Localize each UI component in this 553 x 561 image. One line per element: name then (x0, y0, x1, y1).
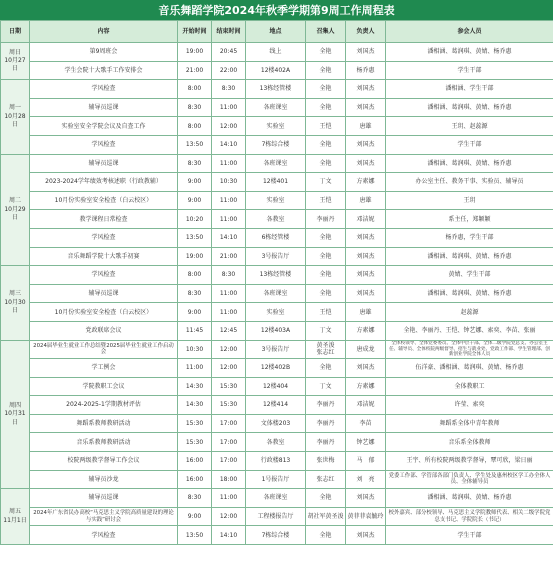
end-time: 17:00 (212, 452, 246, 471)
day-label: 周二 10月29日 (1, 154, 30, 266)
event-title: 2024-2025-1学期教材评估 (30, 396, 178, 415)
owner: 唐雄 (346, 303, 386, 322)
col-header: 召集人 (306, 21, 346, 43)
start-time: 15:30 (178, 414, 212, 433)
location: 各班课室 (246, 154, 306, 173)
convener: 李丽丹 (306, 396, 346, 415)
table-row (1, 377, 553, 396)
owner: 邓洁妮 (346, 210, 386, 229)
location: 12楼403A (246, 321, 306, 340)
start-time: 8:00 (178, 117, 212, 136)
end-time: 8:30 (212, 80, 246, 99)
convener: 黄圣浚 张志红 (306, 340, 346, 359)
location: 各班课室 (246, 98, 306, 117)
day-label: 周三 10月30日 (1, 266, 30, 340)
table-row (1, 210, 553, 229)
start-time: 9:00 (178, 191, 212, 210)
owner: 刘国杰 (346, 284, 386, 303)
convener: 全艳 (306, 98, 346, 117)
event-title: 10月份实验室安全检查（白云校区） (30, 303, 178, 322)
location: 各班课室 (246, 284, 306, 303)
owner: 黄菲菲袁毓玲 (346, 507, 386, 526)
owner: 刘 亮 (346, 470, 386, 489)
location: 线上 (246, 43, 306, 62)
header-row (1, 21, 553, 43)
event-title: 教学课程日常检查 (30, 210, 178, 229)
location: 3号报告厅 (246, 247, 306, 266)
convener: 丁文 (306, 377, 346, 396)
table-row (1, 284, 553, 303)
event-title: 学生会院十大歌手工作安排会 (30, 61, 178, 80)
start-time: 9:00 (178, 507, 212, 526)
start-time: 8:00 (178, 80, 212, 99)
owner: 刘国杰 (346, 135, 386, 154)
start-time: 8:30 (178, 284, 212, 303)
convener: 胡社军黄圣浚 (306, 507, 346, 526)
start-time: 9:00 (178, 173, 212, 192)
location: 7栋综合楼 (246, 526, 306, 545)
start-time: 19:00 (178, 247, 212, 266)
table-row (1, 414, 553, 433)
location: 1号报告厅 (246, 470, 306, 489)
location: 行政楼813 (246, 452, 306, 471)
start-time: 13:50 (178, 135, 212, 154)
owner: 刘国杰 (346, 247, 386, 266)
attendees: 王玥 (386, 191, 553, 210)
end-time: 14:10 (212, 526, 246, 545)
location: 13栋经管楼 (246, 80, 306, 99)
convener: 李丽丹 (306, 414, 346, 433)
table-row (1, 433, 553, 452)
event-title: 2024届毕业生就业工作总结暨2025届毕业生就业工作启动会 (30, 340, 178, 359)
end-time: 11:00 (212, 154, 246, 173)
location: 13栋经管楼 (246, 266, 306, 285)
start-time: 13:50 (178, 228, 212, 247)
attendees: 办公室主任、教务干事、实验员、辅导员 (386, 173, 553, 192)
convener: 全艳 (306, 61, 346, 80)
attendees: 潘相涵、葛润琪、黄婧、杨乔惠 (386, 284, 553, 303)
event-title: 第9周班会 (30, 43, 178, 62)
attendees: 潘相涵、葛润琪、黄婧、杨乔惠 (386, 98, 553, 117)
start-time: 8:30 (178, 489, 212, 508)
attendees: 党委工作部、学管部各部门负责人、学生处及惠州校区学工办全体人员、全体辅导员 (386, 470, 553, 489)
location: 12楼404 (246, 377, 306, 396)
table-row (1, 228, 553, 247)
end-time: 21:00 (212, 247, 246, 266)
table-row (1, 452, 553, 471)
day-label: 周一 10月28日 (1, 80, 30, 154)
owner: 李苗 (346, 414, 386, 433)
start-time: 15:30 (178, 433, 212, 452)
convener: 张志红 (306, 470, 346, 489)
owner: 钟艺娜 (346, 433, 386, 452)
page-title: 音乐舞蹈学院2024年秋季学期第9周工作周程表 (0, 0, 553, 20)
start-time: 9:00 (178, 303, 212, 322)
attendees: 音乐系全体教师 (386, 433, 553, 452)
start-time: 19:00 (178, 43, 212, 62)
col-header: 开始时间 (178, 21, 212, 43)
convener: 全艳 (306, 359, 346, 378)
owner: 刘国杰 (346, 80, 386, 99)
end-time: 12:00 (212, 340, 246, 359)
owner: 刘国杰 (346, 526, 386, 545)
location: 各班课室 (246, 489, 306, 508)
end-time: 8:30 (212, 266, 246, 285)
owner: 刘国杰 (346, 489, 386, 508)
location: 6栋经管楼 (246, 228, 306, 247)
start-time: 10:20 (178, 210, 212, 229)
convener: 全艳 (306, 489, 346, 508)
table-row (1, 43, 553, 62)
table-row (1, 470, 553, 489)
event-title: 音乐舞蹈学院十大歌手初赛 (30, 247, 178, 266)
owner: 唐雄 (346, 117, 386, 136)
col-header: 内容 (30, 21, 178, 43)
table-row (1, 507, 553, 526)
event-title: 学工例会 (30, 359, 178, 378)
event-title: 辅导员巡课 (30, 489, 178, 508)
owner: 唐雄 (346, 191, 386, 210)
owner: 马 郁 (346, 452, 386, 471)
col-header: 负责人 (346, 21, 386, 43)
day-label: 周四 10月31日 (1, 340, 30, 489)
attendees: 全体校领导、全体党委委员、全体中层干部、全体二级学院党总支、办公室主任、辅导员、全体校院两级督导、招生与就业处、党政工作部、学生管理部、创新创业学院全体人员 (386, 340, 553, 359)
table-row (1, 61, 553, 80)
end-time: 12:00 (212, 507, 246, 526)
convener: 全艳 (306, 228, 346, 247)
day-label: 周五 11月1日 (1, 489, 30, 545)
day-label: 周日 10月27日 (1, 43, 30, 80)
start-time: 11:45 (178, 321, 212, 340)
table-row (1, 303, 553, 322)
end-time: 11:00 (212, 489, 246, 508)
start-time: 14:30 (178, 377, 212, 396)
owner: 刘国杰 (346, 43, 386, 62)
event-title: 2023-2024学年绩效考核述职（行政教辅） (30, 173, 178, 192)
table-row (1, 247, 553, 266)
convener: 全艳 (306, 43, 346, 62)
start-time: 8:30 (178, 98, 212, 117)
location: 12楼401 (246, 173, 306, 192)
event-title: 学风检查 (30, 80, 178, 99)
end-time: 15:30 (212, 377, 246, 396)
owner: 邓洁妮 (346, 396, 386, 415)
table-row (1, 321, 553, 340)
attendees: 潘相涵、葛润琪、黄婧、杨乔惠 (386, 43, 553, 62)
end-time: 14:10 (212, 135, 246, 154)
event-title: 实验室安全学院会议及自查工作 (30, 117, 178, 136)
location: 7栋综合楼 (246, 135, 306, 154)
attendees: 全艳、李丽丹、王恺、钟艺娜、索奕、李苗、张丽 (386, 321, 553, 340)
table-row (1, 191, 553, 210)
attendees: 赵蕊源 (386, 303, 553, 322)
start-time: 8:30 (178, 154, 212, 173)
attendees: 杨乔惠，学生干部 (386, 228, 553, 247)
location: 12楼402A (246, 61, 306, 80)
owner: 杨乔惠 (346, 61, 386, 80)
convener: 全艳 (306, 247, 346, 266)
table-row (1, 340, 553, 359)
col-header: 参会人员 (386, 21, 553, 43)
col-header: 日期 (1, 21, 30, 43)
attendees: 系主任，郑颖颖 (386, 210, 553, 229)
convener: 王恺 (306, 117, 346, 136)
event-title: 学风检查 (30, 266, 178, 285)
event-title: 学院教职工会议 (30, 377, 178, 396)
owner: 刘国杰 (346, 154, 386, 173)
end-time: 10:30 (212, 173, 246, 192)
table-row (1, 396, 553, 415)
end-time: 11:00 (212, 191, 246, 210)
convener: 全艳 (306, 266, 346, 285)
attendees: 许莹、索奕 (386, 396, 553, 415)
table-row (1, 154, 553, 173)
location: 实验室 (246, 303, 306, 322)
end-time: 18:00 (212, 470, 246, 489)
location: 实验室 (246, 191, 306, 210)
event-title: 校院两级教学督导工作会议 (30, 452, 178, 471)
location: 12楼402B (246, 359, 306, 378)
end-time: 14:10 (212, 228, 246, 247)
table-row (1, 526, 553, 545)
schedule-table (0, 20, 553, 545)
event-title: 2024年广东省民办高校“马克思主义学院高质量建设的理论与实践”研讨会 (30, 507, 178, 526)
event-title: 辅导员巡课 (30, 154, 178, 173)
convener: 全艳 (306, 284, 346, 303)
start-time: 21:00 (178, 61, 212, 80)
attendees: 黄婧、学生干部 (386, 266, 553, 285)
attendees: 伍洋豪、潘相涵、葛润琪、黄婧、杨乔惠 (386, 359, 553, 378)
table-row (1, 135, 553, 154)
table-row (1, 117, 553, 136)
location: 3号报告厅 (246, 340, 306, 359)
table-row (1, 489, 553, 508)
owner: 刘国杰 (346, 98, 386, 117)
start-time: 14:30 (178, 396, 212, 415)
attendees: 潘相涵、葛润琪、黄婧、杨乔惠 (386, 489, 553, 508)
end-time: 15:30 (212, 396, 246, 415)
attendees: 王玥、赵蕊源 (386, 117, 553, 136)
table-row (1, 98, 553, 117)
event-title: 10月份实验室安全检查（白云校区） (30, 191, 178, 210)
table-row (1, 359, 553, 378)
attendees: 潘相涵、葛润琪、黄婧、杨乔惠 (386, 247, 553, 266)
end-time: 20:45 (212, 43, 246, 62)
end-time: 17:00 (212, 414, 246, 433)
convener: 丁文 (306, 321, 346, 340)
event-title: 学风检查 (30, 526, 178, 545)
owner: 刘国杰 (346, 359, 386, 378)
table-row (1, 266, 553, 285)
convener: 全艳 (306, 526, 346, 545)
event-title: 学风检查 (30, 135, 178, 154)
attendees: 学生干部 (386, 135, 553, 154)
end-time: 11:00 (212, 98, 246, 117)
end-time: 22:00 (212, 61, 246, 80)
end-time: 11:00 (212, 210, 246, 229)
attendees: 学生干部 (386, 526, 553, 545)
end-time: 12:00 (212, 359, 246, 378)
event-title: 辅导员巡课 (30, 284, 178, 303)
convener: 王恺 (306, 303, 346, 322)
event-title: 音乐系教师教研活动 (30, 433, 178, 452)
owner: 刘国杰 (346, 228, 386, 247)
owner: 方素娜 (346, 321, 386, 340)
owner: 方素娜 (346, 377, 386, 396)
convener: 王恺 (306, 191, 346, 210)
location: 各教室 (246, 210, 306, 229)
convener: 丁文 (306, 173, 346, 192)
location: 工程楼报告厅 (246, 507, 306, 526)
attendees: 校外嘉宾、部分校领导、马克思主义学院教师代表、相关二级学院党总支书记、学院院长（书记） (386, 507, 553, 526)
start-time: 8:00 (178, 266, 212, 285)
attendees: 王宇、所有校院两级教学督导，覃可欣，梁日丽 (386, 452, 553, 471)
location: 12楼414 (246, 396, 306, 415)
convener: 李丽丹 (306, 433, 346, 452)
attendees: 潘相涵、葛润琪、黄婧、杨乔惠 (386, 154, 553, 173)
attendees: 舞蹈系全体中青年教师 (386, 414, 553, 433)
convener: 全艳 (306, 154, 346, 173)
start-time: 11:00 (178, 359, 212, 378)
start-time: 16:00 (178, 452, 212, 471)
event-title: 学风检查 (30, 228, 178, 247)
owner: 刘国杰 (346, 266, 386, 285)
location: 实验室 (246, 117, 306, 136)
end-time: 11:00 (212, 284, 246, 303)
attendees: 学生干部 (386, 61, 553, 80)
table-row (1, 173, 553, 192)
event-title: 党政联席会议 (30, 321, 178, 340)
col-header: 结束时间 (212, 21, 246, 43)
convener: 张世梅 (306, 452, 346, 471)
convener: 全艳 (306, 135, 346, 154)
schedule-body (1, 43, 553, 545)
table-row (1, 80, 553, 99)
event-title: 舞蹈系教师教研活动 (30, 414, 178, 433)
event-title: 辅导员巡课 (30, 98, 178, 117)
location: 文体楼203 (246, 414, 306, 433)
col-header: 地点 (246, 21, 306, 43)
start-time: 13:50 (178, 526, 212, 545)
owner: 唐成龙 (346, 340, 386, 359)
start-time: 10:30 (178, 340, 212, 359)
end-time: 11:00 (212, 303, 246, 322)
attendees: 全体教职工 (386, 377, 553, 396)
event-title: 辅导员沙龙 (30, 470, 178, 489)
end-time: 12:45 (212, 321, 246, 340)
location: 各教室 (246, 433, 306, 452)
end-time: 17:00 (212, 433, 246, 452)
attendees: 潘相涵、学生干部 (386, 80, 553, 99)
convener: 全艳 (306, 80, 346, 99)
start-time: 16:00 (178, 470, 212, 489)
convener: 李丽丹 (306, 210, 346, 229)
owner: 方素娜 (346, 173, 386, 192)
end-time: 12:00 (212, 117, 246, 136)
